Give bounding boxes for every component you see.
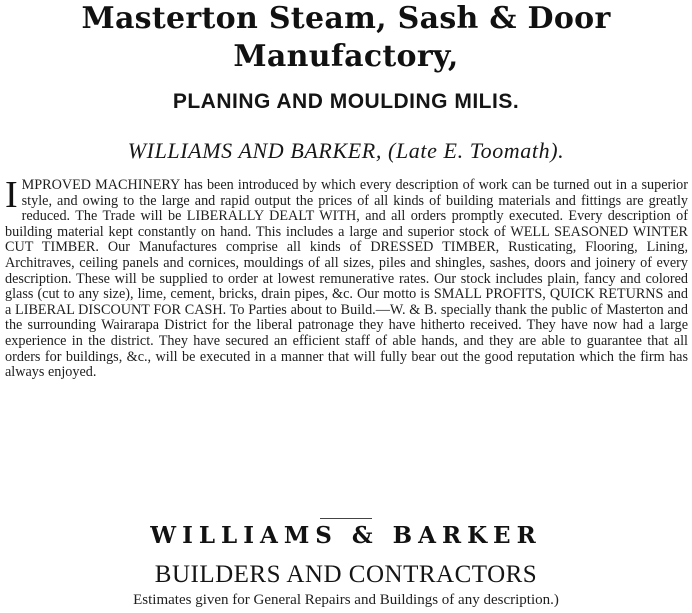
builders-title: BUILDERS AND CONTRACTORS (154, 561, 538, 588)
advertisement-body (5, 174, 688, 381)
subheadline: PLANING AND MOULDING MILIS. (172, 90, 520, 113)
divider-rule (320, 518, 372, 519)
headline-line-2: Manufactory, (233, 39, 459, 74)
body-text: MPROVED MACHINERY has been introduced by which every description of work can be turned out in a superior style, and owing to the large and rapid output the prices of all kinds of building materials and fittings are greatly reduced. The Trade will be LIBERALLY DEALT WITH, and all orders promptly executed. Every description of building material kept constantly on hand. This includes a large and superior stock of WELL SEASONED WINTER CUT TIMBER. Our Manufactures comprise all kinds of DRESSED TIMBER, Rusticating, Flooring, Lining, Architraves, ceiling panels and cornices, mouldings of all sizes, piles and shingles, sashes, doors and joinery of every description. These will be supplied to order at lowest remunerative rates. Our stock includes plain, fancy and colored glass (cut to any size), lime, cement, bricks, drain pipes, &c. Our motto is SMALL PROFITS, QUICK RETURNS and a LIBERAL DISCOUNT FOR CASH. To Parties about to Build.—W. & B. specially thank the public of Masterton and the surrounding Wairarapa District for the liberal patronage they have hitherto received. They have now had a large experience in the district. They have secured an efficient staff of able hands, and they are able to guarantee that all orders for buildings, &c., will be executed in a manner that will fully bear out the good reputation which the firm has always enjoyed. (5, 177, 688, 381)
headline-line-1: Masterton Steam, Sash & Door (81, 1, 611, 36)
signature-line: WILLIAMS & BARKER (150, 522, 542, 549)
drop-cap: I (5, 174, 18, 216)
body-paragraph (5, 174, 688, 381)
firm-name: WILLIAMS AND BARKER, (Late E. Toomath). (127, 138, 565, 163)
estimates-note: Estimates given for General Repairs and Buildings of any description.) (133, 592, 559, 608)
